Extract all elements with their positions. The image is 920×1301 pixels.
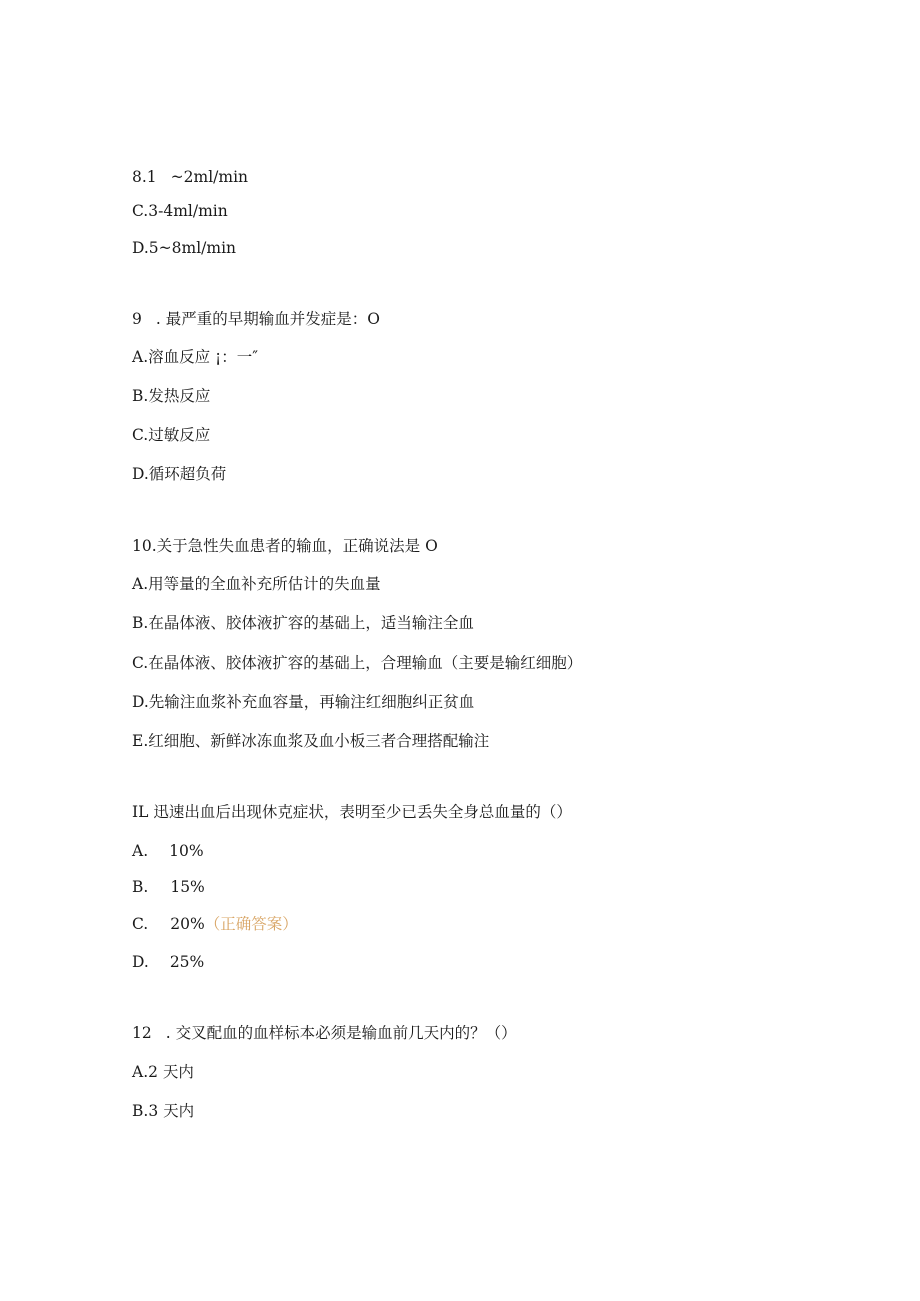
- q8-option-c: C.3-4ml/min: [132, 202, 228, 220]
- q11-option-d-letter: D.: [132, 953, 149, 971]
- q12-option-b: B.3 天内: [132, 1102, 195, 1120]
- q9-option-b: B.发热反应: [132, 387, 211, 405]
- q9-text: . 最严重的早期输血并发症是：O: [155, 310, 380, 328]
- q11-option-b-letter: B.: [132, 878, 149, 896]
- q10-question: 10.关于急性失血患者的输血，正确说法是 O: [132, 537, 438, 555]
- q9-number: 9: [132, 310, 142, 328]
- q10-option-e: E.红细胞、新鲜冰冻血浆及血小板三者合理搭配输注: [132, 732, 490, 750]
- q8-option-b: [132, 167, 248, 187]
- q11-option-c: [132, 914, 298, 934]
- q11-option-a: [132, 841, 204, 861]
- q9-option-c: C.过敏反应: [132, 426, 211, 444]
- q9-question: [132, 309, 380, 329]
- q11-option-d-value: 25%: [169, 953, 205, 971]
- q10-option-d: D.先输注血浆补充血容量，再输注红细胞纠正贫血: [132, 693, 475, 711]
- q11-option-b: [132, 877, 205, 897]
- q11-option-d: [132, 952, 204, 972]
- q12-number: 12: [132, 1024, 152, 1042]
- q9-option-d: D.循环超负荷: [132, 465, 227, 483]
- q12-question: [132, 1023, 517, 1043]
- q11-option-b-value: 15%: [170, 878, 205, 896]
- q11-option-a-letter: A.: [132, 842, 149, 860]
- q11-option-a-value: 10%: [169, 842, 204, 860]
- q10-option-b: B.在晶体液、胶体液扩容的基础上，适当输注全血: [132, 614, 474, 632]
- q11-question: IL 迅速出血后出现休克症状，表明至少已丢失全身总血量的（）: [132, 803, 572, 821]
- q12-text: . 交叉配血的血样标本必须是输血前几天内的？（）: [165, 1024, 517, 1042]
- q11-option-c-letter: C.: [132, 915, 149, 933]
- q9-option-a: A.溶血反应 ¡：一″: [132, 348, 259, 366]
- q11-option-c-value: 20%: [170, 915, 205, 933]
- q8-option-d: D.5~8ml/min: [132, 239, 237, 257]
- q8-option-b-text: ~2ml/min: [170, 168, 249, 186]
- q8-option-b-prefix: 8.1: [132, 168, 157, 186]
- q10-option-c: C.在晶体液、胶体液扩容的基础上，合理输血（主要是输红细胞）: [132, 654, 583, 672]
- q10-option-a: A.用等量的全血补充所估计的失血量: [132, 575, 381, 593]
- q11-correct-answer-note: （正确答案）: [204, 915, 298, 933]
- q12-option-a: A.2 天内: [132, 1063, 194, 1081]
